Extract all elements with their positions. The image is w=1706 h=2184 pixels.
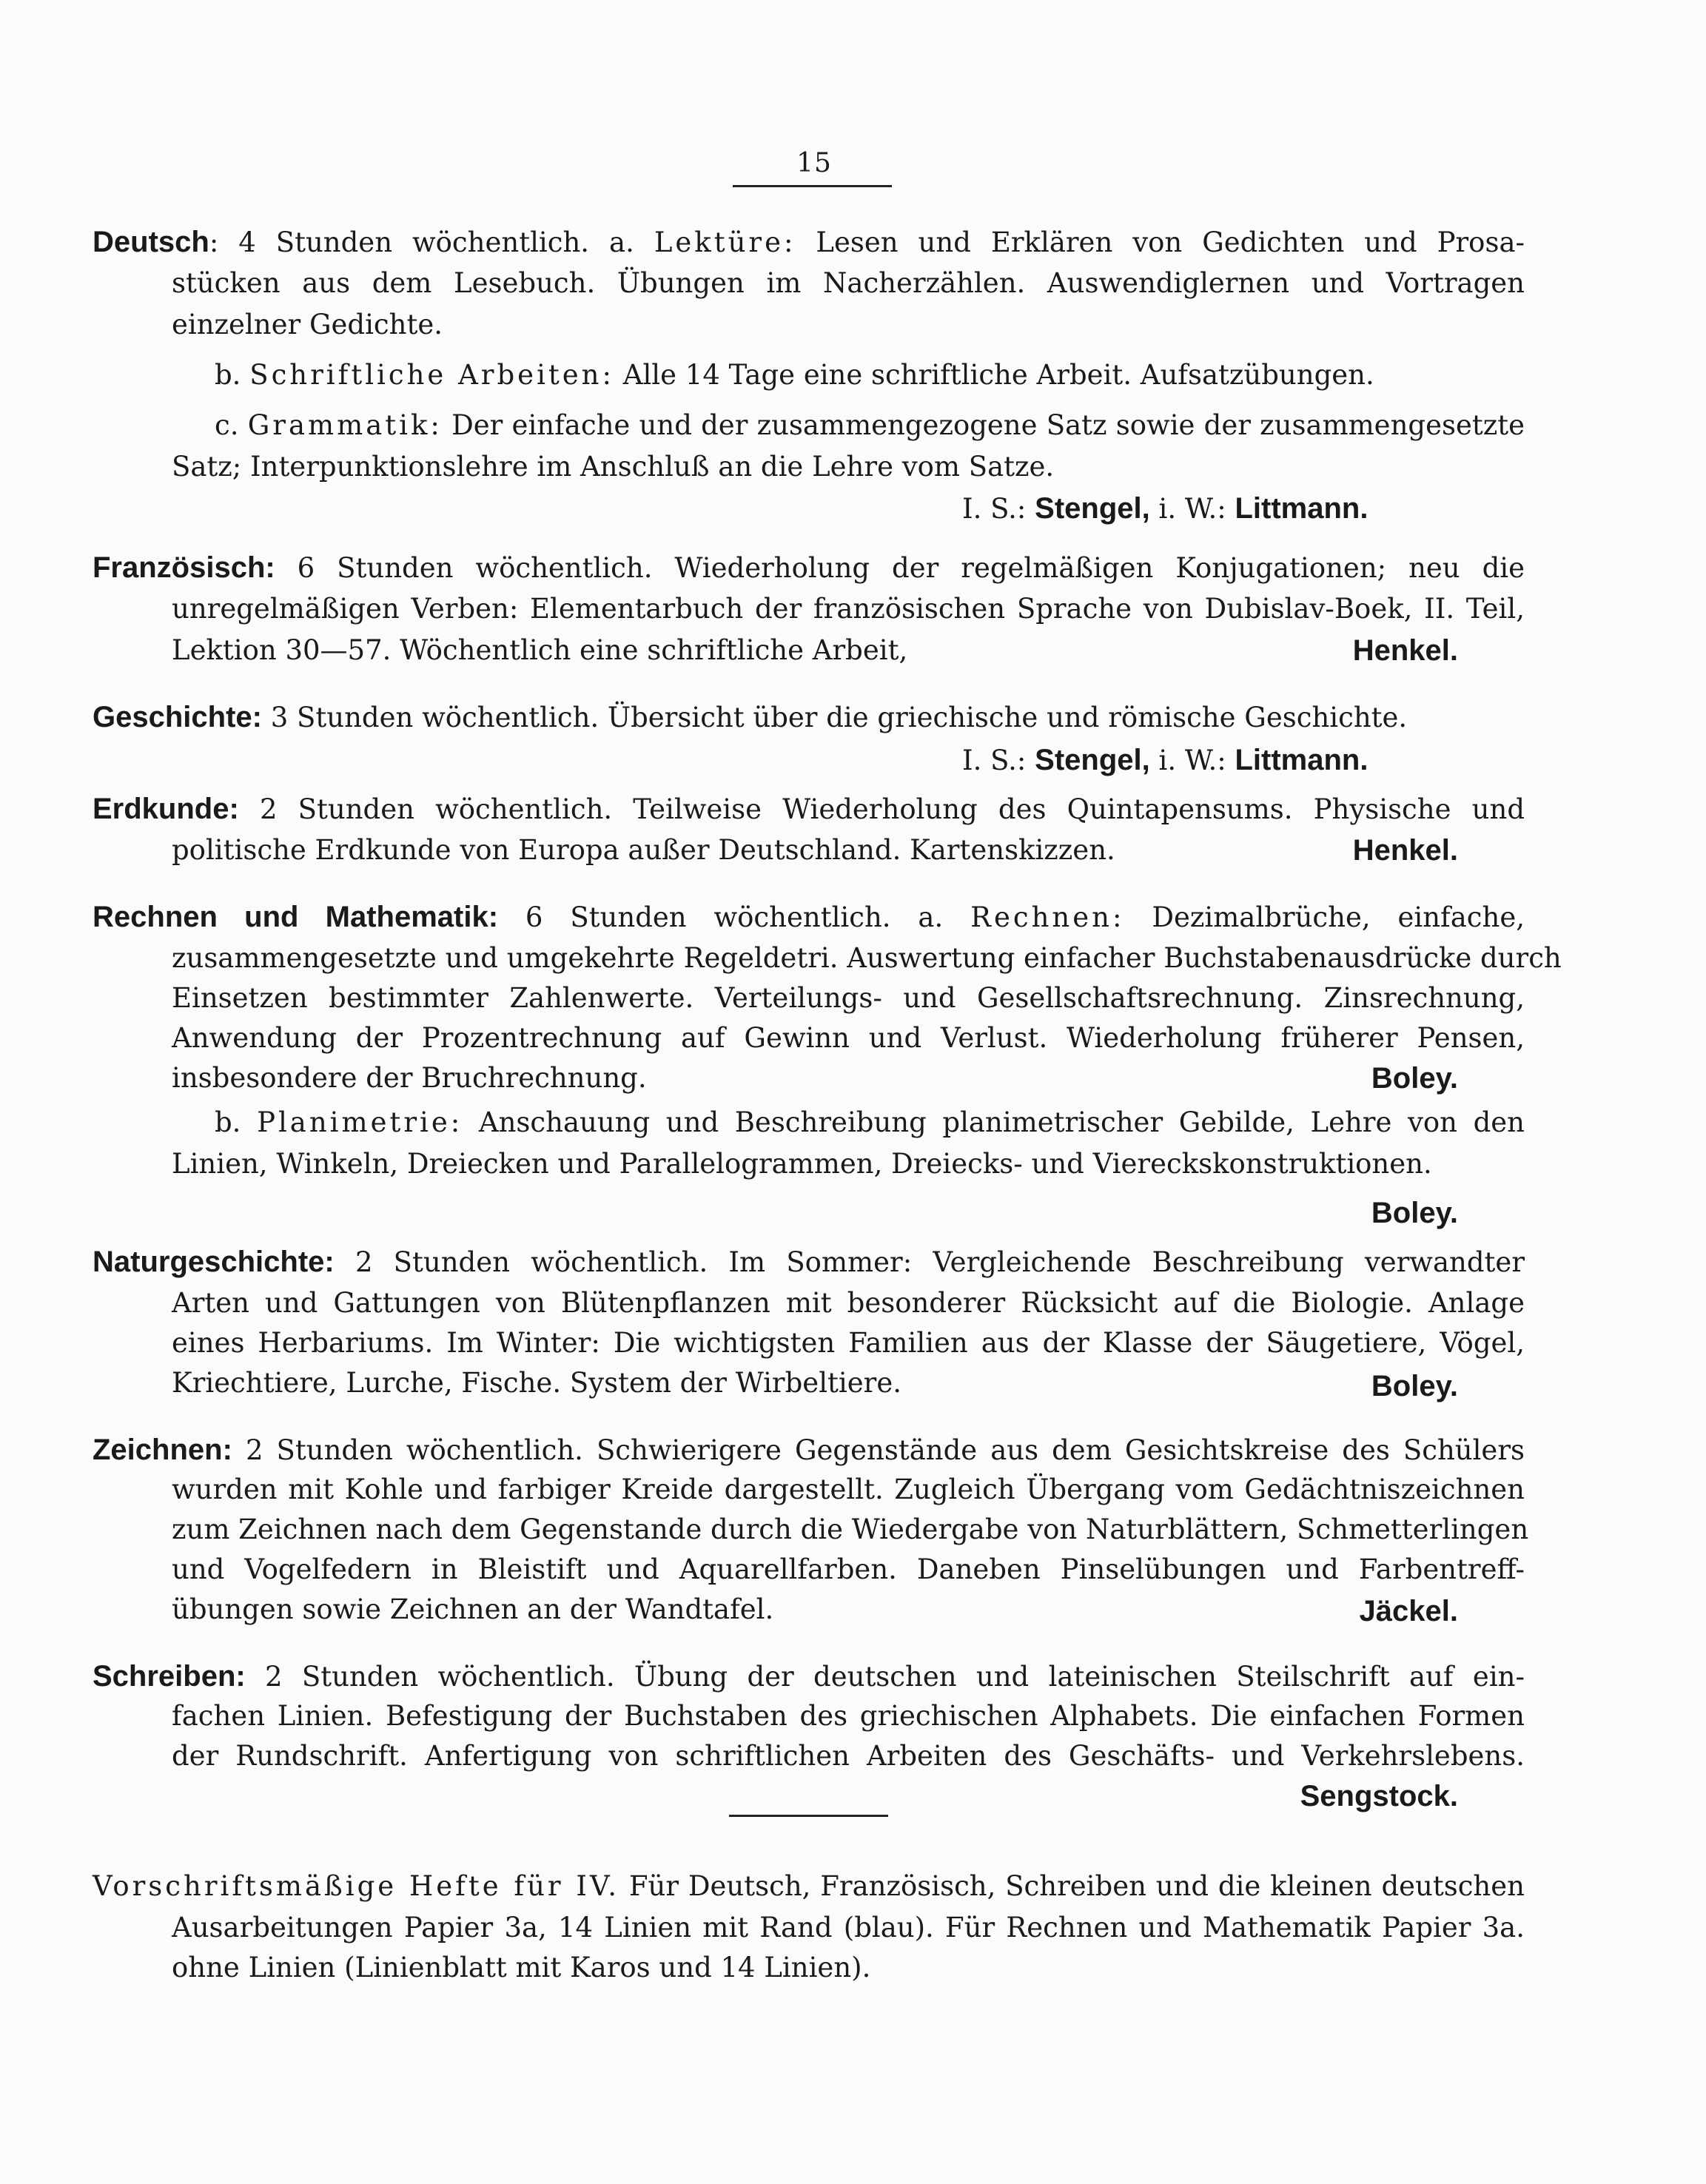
- erdkunde-teacher: Henkel.: [1352, 834, 1458, 867]
- schreiben-line-2: fachen Linien. Befestigung der Buchstaben des griechischen Alphabets. Die einfachen Formen: [172, 1700, 1525, 1732]
- rechnen-b: b. Planimetrie: Anschauung und Beschreibung planimetrischer Gebilde, Lehre von den: [215, 1106, 1525, 1138]
- franzoesisch-line-1: Französisch: 6 Stunden wöchentlich. Wiederholung der regelmäßigen Konjugationen; neu die: [93, 551, 1525, 584]
- rechnen-b-line-2: Linien, Winkeln, Dreiecken und Parallelogrammen, Dreiecks- und Viereckskonstruktionen.: [172, 1148, 1432, 1180]
- erdkunde-heading: Erdkunde:: [93, 793, 239, 825]
- hefte-line-3: ohne Linien (Linienblatt mit Karos und 14 Linien).: [172, 1952, 871, 1983]
- zeichnen-line-2: wurden mit Kohle und farbiger Kreide dargestellt. Zugleich Übergang vom Gedächtniszeichnen: [172, 1474, 1525, 1505]
- schreiben-heading: Schreiben:: [93, 1660, 246, 1693]
- rechnen-line-4: Anwendung der Prozentrechnung auf Gewinn und Verlust. Wiederholung früherer Pensen,: [172, 1022, 1525, 1054]
- geschichte-teachers: I. S.: Stengel, i. W.: Littmann.: [962, 744, 1369, 776]
- schreiben-teacher: Sengstock.: [1300, 1780, 1458, 1812]
- franzoesisch-line-3: Lektion 30—57. Wöchentlich eine schriftliche Arbeit,: [172, 634, 908, 666]
- zeichnen-line-1: Zeichnen: 2 Stunden wöchentlich. Schwierigere Gegenstände aus dem Gesichtskreise des Schülers: [93, 1434, 1525, 1466]
- deutsch-heading: Deutsch: [93, 226, 209, 258]
- zeichnen-line-4: und Vogelfedern in Bleistift und Aquarellfarben. Daneben Pinselübungen und Farbentreff-: [172, 1553, 1525, 1585]
- rechnen-line-2: zusammengesetzte und umgekehrte Regeldetri. Auswertung einfacher Buchstabenausdrücke durch: [172, 942, 1562, 974]
- rechnen-heading: Rechnen und Mathematik:: [93, 901, 499, 933]
- geschichte-heading: Geschichte:: [93, 701, 262, 733]
- erdkunde-line-2: politische Erdkunde von Europa außer Deutschland. Kartenskizzen.: [172, 834, 1115, 866]
- geschichte-line-1: Geschichte: 3 Stunden wöchentlich. Übersicht über die griechische und römische Geschichte.: [93, 701, 1408, 733]
- rechnen-line-1: Rechnen und Mathematik: 6 Stunden wöchentlich. a. Rechnen: Dezimalbrüche, einfache,: [93, 901, 1525, 933]
- page-number: 15: [796, 148, 832, 178]
- zeichnen-heading: Zeichnen:: [93, 1434, 232, 1466]
- rechnen-line-5: insbesondere der Bruchrechnung.: [172, 1062, 647, 1094]
- section-divider: [729, 1815, 888, 1817]
- erdkunde-line-1: Erdkunde: 2 Stunden wöchentlich. Teilweise Wiederholung des Quintapensums. Physische und: [93, 793, 1525, 825]
- naturgeschichte-teacher: Boley.: [1371, 1370, 1458, 1402]
- franzoesisch-line-2: unregelmäßigen Verben: Elementarbuch der französischen Sprache von Dubislav-Boek, II. Teil,: [172, 593, 1525, 625]
- deutsch-b: b. Schriftliche Arbeiten: Alle 14 Tage eine schriftliche Arbeit. Aufsatzübungen.: [215, 359, 1374, 391]
- franzoesisch-heading: Französisch:: [93, 551, 275, 584]
- naturgeschichte-line-3: eines Herbariums. Im Winter: Die wichtigsten Familien aus der Klasse der Säugetiere, Vögel,: [172, 1327, 1525, 1359]
- zeichnen-line-3: zum Zeichnen nach dem Gegenstande durch die Wiedergabe von Naturblättern, Schmetterlingen: [172, 1513, 1529, 1545]
- rechnen-teacher-b: Boley.: [1371, 1197, 1458, 1229]
- hefte-term: Vorschriftsmäßige Hefte für IV.: [93, 1870, 620, 1902]
- deutsch-line-3: einzelner Gedichte.: [172, 309, 443, 340]
- rechnen-teacher-a: Boley.: [1371, 1062, 1458, 1095]
- naturgeschichte-heading: Naturgeschichte:: [93, 1246, 335, 1278]
- naturgeschichte-line-1: Naturgeschichte: 2 Stunden wöchentlich. Im Sommer: Vergleichende Beschreibung verwandter: [93, 1246, 1525, 1278]
- franzoesisch-teacher: Henkel.: [1352, 634, 1458, 667]
- deutsch-c-line-2: Satz; Interpunktionslehre im Anschluß an die Lehre vom Satze.: [172, 451, 1055, 483]
- schreiben-line-3: der Rundschrift. Anfertigung von schriftlichen Arbeiten des Geschäfts- und Verkehrslebens.: [172, 1740, 1525, 1772]
- naturgeschichte-line-2: Arten und Gattungen von Blütenpflanzen mit besonderer Rücksicht auf die Biologie. Anlage: [172, 1287, 1525, 1319]
- header-rule: [733, 185, 892, 187]
- deutsch-line-1: Deutsch: 4 Stunden wöchentlich. a. Lektüre: Lesen und Erklären von Gedichten und Prosa-: [93, 226, 1525, 258]
- zeichnen-line-5: übungen sowie Zeichnen an der Wandtafel.: [172, 1593, 774, 1625]
- deutsch-line-2: stücken aus dem Lesebuch. Übungen im Nacherzählen. Auswendiglernen und Vortragen: [172, 267, 1525, 299]
- deutsch-c: c. Grammatik: Der einfache und der zusammengezogene Satz sowie der zusammengesetzte: [215, 409, 1525, 441]
- hefte-line-1: Vorschriftsmäßige Hefte für IV. Für Deutsch, Französisch, Schreiben und die kleinen deutschen: [93, 1870, 1525, 1902]
- deutsch-teachers: I. S.: Stengel, i. W.: Littmann.: [962, 492, 1369, 525]
- schreiben-line-1: Schreiben: 2 Stunden wöchentlich. Übung der deutschen und lateinischen Steilschrift auf ein-: [93, 1660, 1525, 1693]
- zeichnen-teacher: Jäckel.: [1359, 1595, 1458, 1627]
- hefte-line-2: Ausarbeitungen Papier 3a, 14 Linien mit Rand (blau). Für Rechnen und Mathematik Papier 3a.: [172, 1912, 1525, 1943]
- naturgeschichte-line-4: Kriechtiere, Lurche, Fische. System der Wirbeltiere.: [172, 1367, 901, 1399]
- rechnen-line-3: Einsetzen bestimmter Zahlenwerte. Verteilungs- und Gesellschaftsrechnung. Zinsrechnung,: [172, 982, 1525, 1014]
